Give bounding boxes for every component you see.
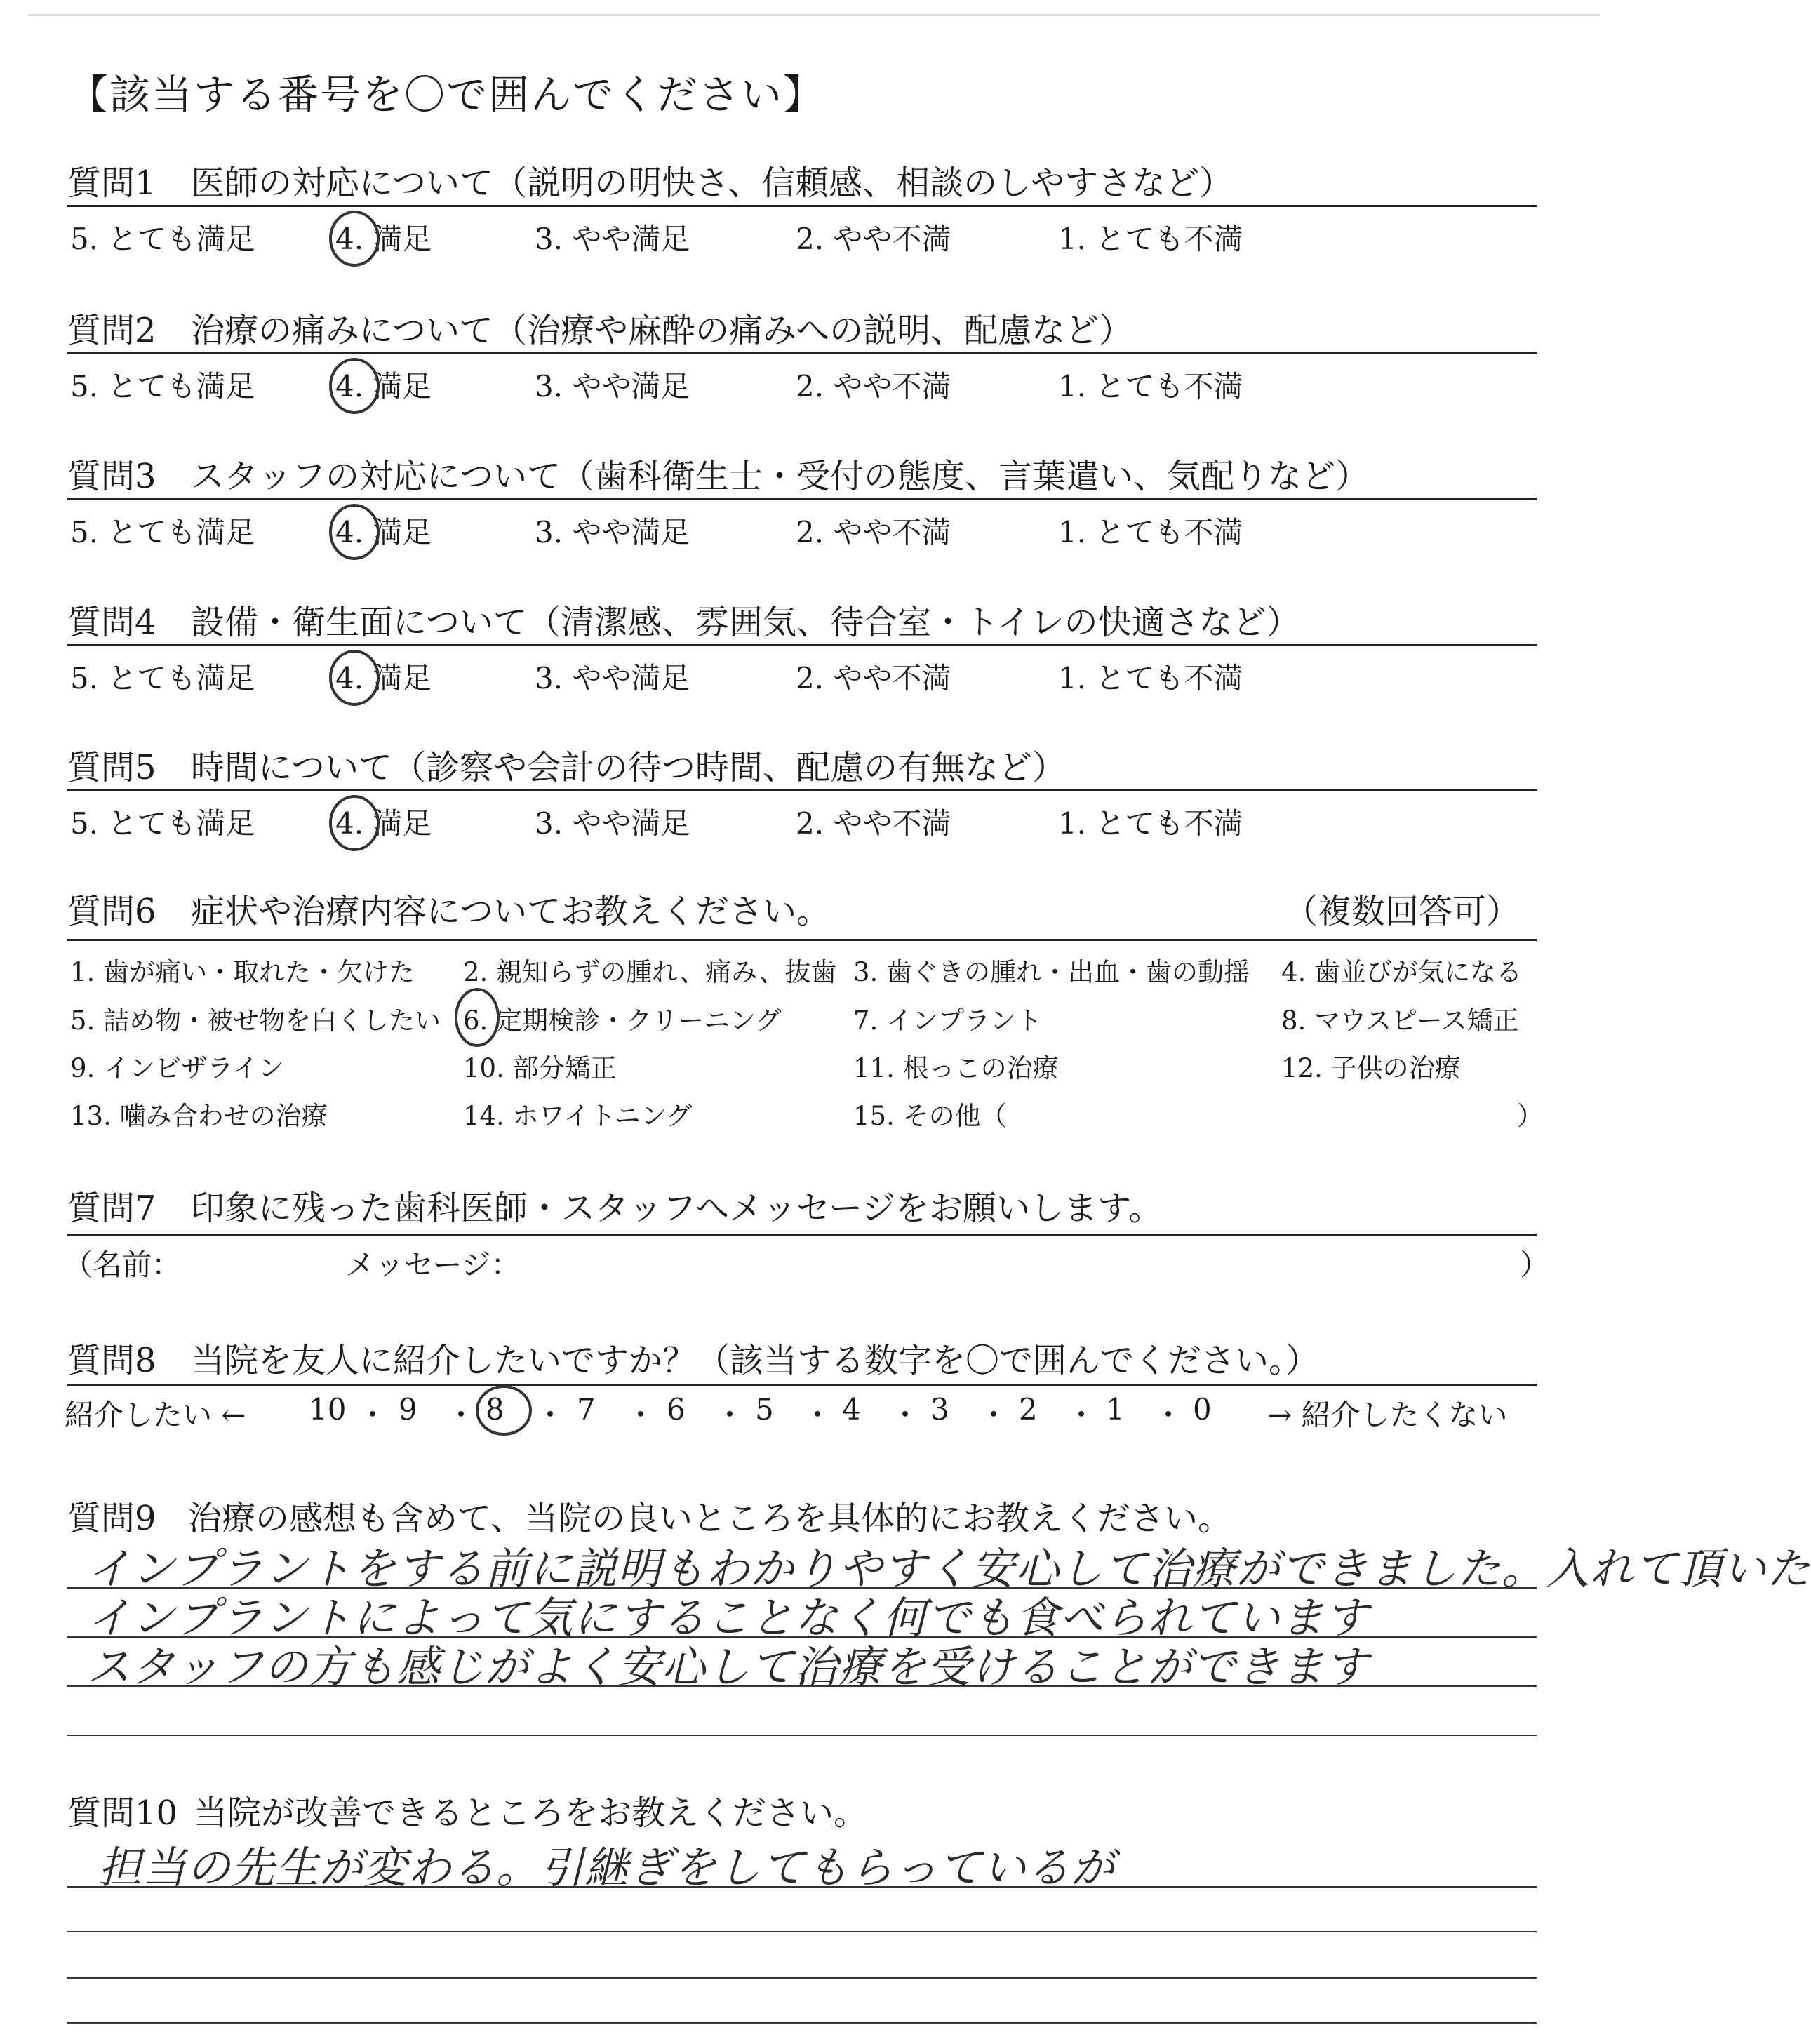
q5-option[interactable]: 3. やや満足 bbox=[535, 806, 690, 841]
q5-rule bbox=[67, 789, 1537, 791]
q8-scale-value[interactable]: 10 bbox=[309, 1392, 347, 1427]
q1-option[interactable]: 2. やや不満 bbox=[796, 222, 951, 256]
q8-scale-value[interactable]: 6 bbox=[667, 1392, 686, 1427]
q1-option[interactable]: 4. 満足 bbox=[335, 222, 432, 256]
q1-option[interactable]: 5. とても満足 bbox=[70, 222, 255, 256]
q10-answer-rule bbox=[67, 1931, 1537, 1932]
q5-text: 時間について（診察や会計の待つ時間、配慮の有無など） bbox=[191, 748, 1067, 787]
q6-option[interactable]: 2. 親知らずの腫れ、痛み、抜歯 bbox=[463, 957, 837, 987]
q8-separator: ・ bbox=[890, 1398, 921, 1432]
q8-scale-value[interactable]: 2 bbox=[1019, 1392, 1038, 1427]
q2-option[interactable]: 4. 満足 bbox=[335, 369, 432, 403]
q6-option[interactable]: 4. 歯並びが気になる bbox=[1281, 957, 1523, 987]
q10-text: 当院が改善できるところをお教えください。 bbox=[194, 1793, 868, 1833]
q10-answer-rule bbox=[67, 2022, 1537, 2024]
q9-answer-text[interactable]: インプラントによって気にすることなく何でも食べられています bbox=[87, 1592, 1370, 1643]
q8-right-label: → 紹介したくない bbox=[1267, 1398, 1508, 1432]
q2-option[interactable]: 1. とても不満 bbox=[1058, 369, 1243, 403]
q8-text: 当院を友人に紹介したいですか？（該当する数字を〇で囲んでください。） bbox=[191, 1341, 1320, 1380]
q8-separator: ・ bbox=[1154, 1398, 1184, 1432]
q6-note: （複数回答可） bbox=[1284, 892, 1521, 931]
q7-label: 質問7 bbox=[67, 1189, 156, 1228]
q9-answer-rule bbox=[67, 1735, 1537, 1736]
q3-option[interactable]: 4. 満足 bbox=[335, 515, 432, 549]
q4-option[interactable]: 4. 満足 bbox=[335, 661, 432, 695]
q5-label: 質問5 bbox=[67, 748, 156, 787]
q7-rule bbox=[67, 1234, 1537, 1236]
q4-option[interactable]: 1. とても不満 bbox=[1058, 661, 1243, 695]
q10-answer-text[interactable]: 担当の先生が変わる。引継ぎをしてもらっているが bbox=[98, 1842, 1116, 1893]
q4-option[interactable]: 2. やや不満 bbox=[796, 661, 951, 695]
q8-separator: ・ bbox=[803, 1398, 833, 1432]
q6-option[interactable]: 10. 部分矯正 bbox=[463, 1053, 617, 1083]
q8-separator: ・ bbox=[1067, 1398, 1097, 1432]
q6-rule bbox=[67, 939, 1537, 941]
q1-option[interactable]: 1. とても不満 bbox=[1058, 222, 1243, 256]
q8-scale-value[interactable]: 5 bbox=[755, 1392, 774, 1427]
q7-text: 印象に残った歯科医師・スタッフへメッセージをお願いします。 bbox=[191, 1189, 1163, 1228]
q6-option[interactable]: 1. 歯が痛い・取れた・欠けた bbox=[70, 957, 415, 987]
q9-answer-text[interactable]: スタッフの方も感じがよく安心して治療を受けることができます bbox=[87, 1641, 1370, 1692]
q3-option[interactable]: 1. とても不満 bbox=[1058, 515, 1243, 549]
q8-scale-value[interactable]: 7 bbox=[577, 1392, 596, 1427]
q6-option[interactable]: 6. 定期検診・クリーニング bbox=[463, 1006, 782, 1036]
q2-option[interactable]: 2. やや不満 bbox=[796, 369, 951, 403]
q4-option[interactable]: 3. やや満足 bbox=[535, 661, 690, 695]
q4-rule bbox=[67, 644, 1537, 646]
q6-option[interactable]: 7. インプラント bbox=[853, 1006, 1043, 1036]
q8-separator: ・ bbox=[979, 1398, 1009, 1432]
q8-separator: ・ bbox=[358, 1398, 388, 1432]
q8-scale-value[interactable]: 8 bbox=[486, 1392, 504, 1427]
q4-label: 質問4 bbox=[67, 603, 156, 642]
q2-option[interactable]: 5. とても満足 bbox=[70, 369, 255, 403]
q5-option[interactable]: 2. やや不満 bbox=[796, 806, 951, 841]
q9-label: 質問9 bbox=[67, 1499, 156, 1538]
q6-option[interactable]: 13. 噛み合わせの治療 bbox=[70, 1101, 328, 1131]
q6-option[interactable]: 8. マウスピース矯正 bbox=[1281, 1006, 1519, 1036]
q8-scale-value[interactable]: 0 bbox=[1193, 1392, 1212, 1427]
q5-option[interactable]: 1. とても不満 bbox=[1058, 806, 1243, 841]
q8-separator: ・ bbox=[446, 1398, 476, 1432]
q10-label: 質問10 bbox=[67, 1793, 178, 1833]
q9-answer-text[interactable]: インプラントをする前に説明もわかりやすく安心して治療ができました。入れて頂いた bbox=[87, 1543, 1811, 1594]
q3-label: 質問3 bbox=[67, 457, 156, 496]
q3-option[interactable]: 2. やや不満 bbox=[796, 515, 951, 549]
q4-text: 設備・衛生面について（清潔感、雰囲気、待合室・トイレの快適さなど） bbox=[191, 603, 1300, 642]
q8-scale-value[interactable]: 4 bbox=[842, 1392, 861, 1427]
q8-separator: ・ bbox=[535, 1398, 566, 1432]
q6-option[interactable]: 15. その他（ bbox=[853, 1101, 1007, 1131]
q8-scale-value[interactable]: 3 bbox=[930, 1392, 949, 1427]
q8-left-label: 紹介したい ← bbox=[65, 1398, 246, 1432]
q9-text: 治療の感想も含めて、当院の良いところを具体的にお教えください。 bbox=[188, 1499, 1232, 1538]
q7-close: ） bbox=[1520, 1248, 1550, 1282]
q5-option[interactable]: 5. とても満足 bbox=[70, 806, 255, 841]
q6-option[interactable]: 3. 歯ぐきの腫れ・出血・歯の動揺 bbox=[853, 957, 1250, 987]
q8-scale-value[interactable]: 9 bbox=[399, 1392, 417, 1427]
q8-rule bbox=[67, 1384, 1537, 1386]
q6-option[interactable]: 14. ホワイトニング bbox=[463, 1101, 693, 1131]
q6-label: 質問6 bbox=[67, 892, 156, 931]
q5-option[interactable]: 4. 満足 bbox=[335, 806, 432, 841]
q10-answer-rule bbox=[67, 1977, 1537, 1979]
q8-separator: ・ bbox=[626, 1398, 656, 1432]
q3-text: スタッフの対応について（歯科衛生士・受付の態度、言葉遣い、気配りなど） bbox=[191, 457, 1370, 496]
q8-scale-value[interactable]: 1 bbox=[1106, 1392, 1125, 1427]
q6-text: 症状や治療内容についてお教えください。 bbox=[191, 892, 831, 931]
q2-text: 治療の痛みについて（治療や麻酔の痛みへの説明、配慮など） bbox=[191, 311, 1133, 350]
q1-rule bbox=[67, 205, 1537, 207]
q6-option[interactable]: 5. 詰め物・被せ物を白くしたい bbox=[70, 1006, 441, 1036]
q3-rule bbox=[67, 498, 1537, 500]
q2-option[interactable]: 3. やや満足 bbox=[535, 369, 690, 403]
top-edge-line bbox=[28, 14, 1600, 16]
q4-option[interactable]: 5. とても満足 bbox=[70, 661, 255, 695]
q3-option[interactable]: 3. やや満足 bbox=[535, 515, 690, 549]
q6-option[interactable]: ） bbox=[1517, 1101, 1543, 1131]
q8-separator: ・ bbox=[715, 1398, 745, 1432]
q3-option[interactable]: 5. とても満足 bbox=[70, 515, 255, 549]
q6-option[interactable]: 12. 子供の治療 bbox=[1281, 1053, 1461, 1083]
q6-option[interactable]: 11. 根っこの治療 bbox=[853, 1053, 1059, 1083]
q2-rule bbox=[67, 352, 1537, 354]
q7-message-label: メッセージ： bbox=[345, 1248, 521, 1282]
q7-name-label: （名前： bbox=[63, 1248, 182, 1282]
q1-option[interactable]: 3. やや満足 bbox=[535, 222, 690, 256]
q1-text: 医師の対応について（説明の明快さ、信頼感、相談のしやすさなど） bbox=[191, 163, 1234, 203]
q8-label: 質問8 bbox=[67, 1341, 156, 1380]
q1-label: 質問1 bbox=[67, 163, 156, 203]
q6-option[interactable]: 9. インビザライン bbox=[70, 1053, 284, 1083]
page-title: 【該当する番号を〇で囲んでください】 bbox=[67, 71, 826, 119]
q2-label: 質問2 bbox=[67, 311, 156, 350]
